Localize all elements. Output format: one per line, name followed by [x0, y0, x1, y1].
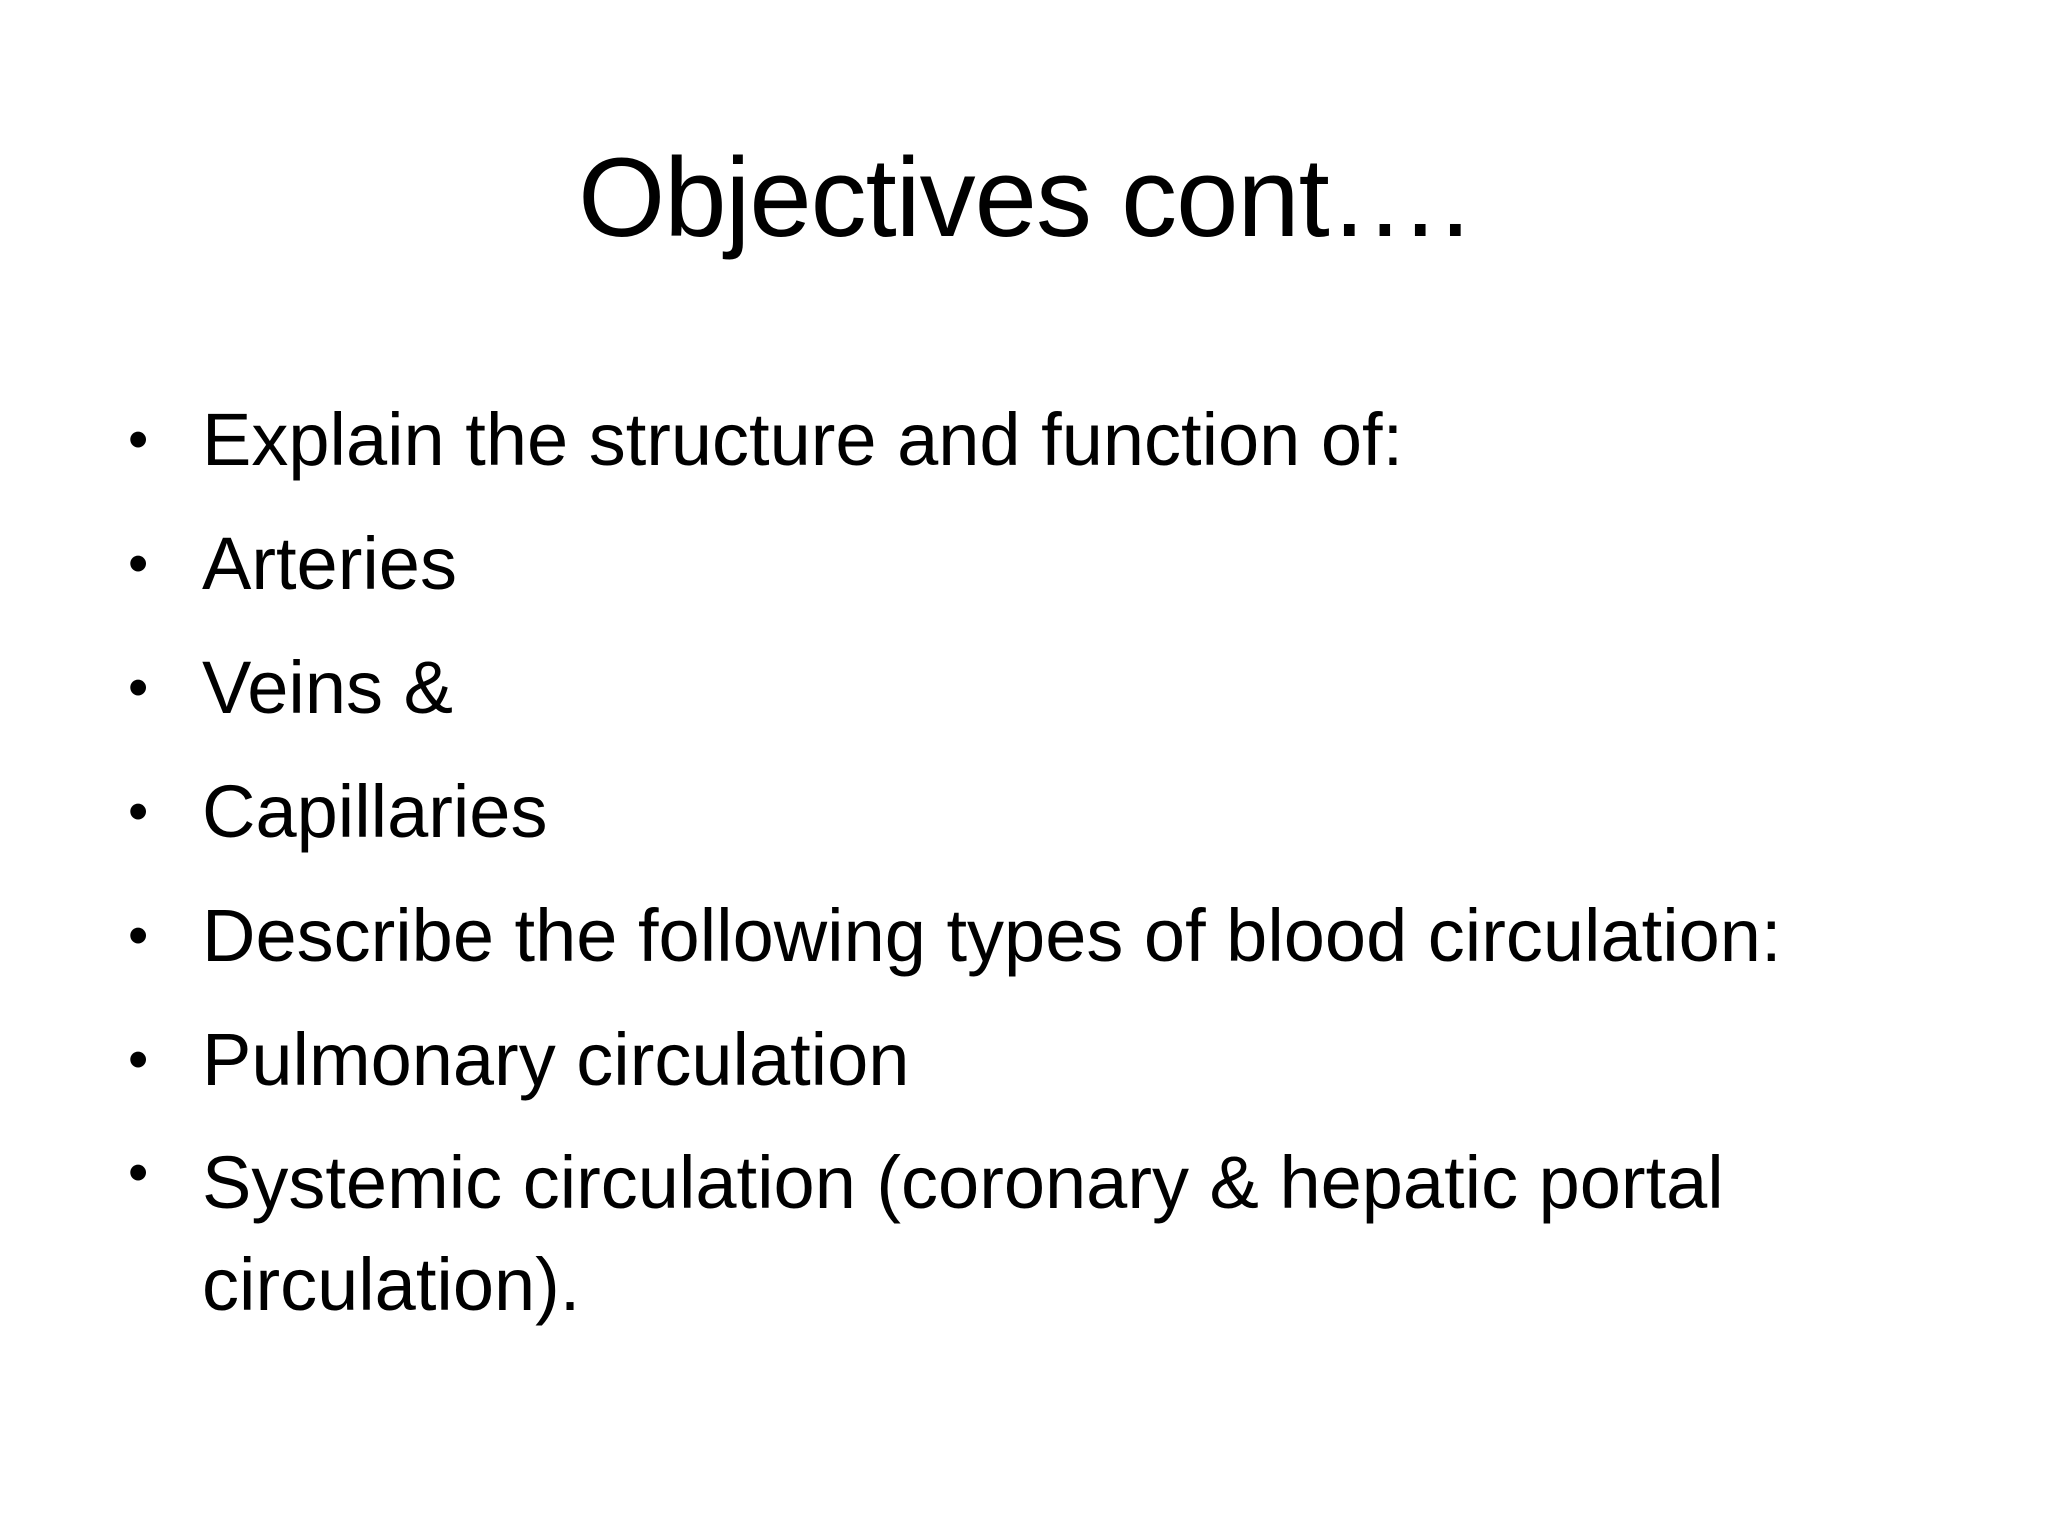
list-item-text: Capillaries	[202, 770, 548, 853]
bullet-icon: •	[128, 531, 149, 596]
list-item	[120, 874, 1940, 998]
list-item-text: Arteries	[202, 522, 457, 605]
list-item	[120, 998, 1940, 1122]
list-item-text: Describe the following types of blood circulation:	[202, 894, 1782, 977]
slide-title: Objectives cont….	[578, 135, 1470, 260]
list-item-text: Veins &	[202, 646, 453, 729]
list-item	[120, 502, 1940, 626]
list-item-text: Explain the structure and function of:	[202, 398, 1404, 481]
bullet-list	[120, 378, 1940, 1336]
bullet-icon: •	[128, 407, 149, 472]
bullet-icon: •	[128, 1140, 149, 1205]
bullet-icon: •	[128, 779, 149, 844]
bullet-icon: •	[128, 903, 149, 968]
list-item	[120, 1122, 1940, 1336]
list-item-text: Pulmonary circulation	[202, 1018, 910, 1101]
bullet-icon: •	[128, 655, 149, 720]
list-item	[120, 378, 1940, 502]
list-item	[120, 750, 1940, 874]
bullet-icon: •	[128, 1027, 149, 1092]
list-item-text: Systemic circulation (coronary & hepatic portal circulation).	[202, 1141, 1724, 1326]
list-item	[120, 626, 1940, 750]
